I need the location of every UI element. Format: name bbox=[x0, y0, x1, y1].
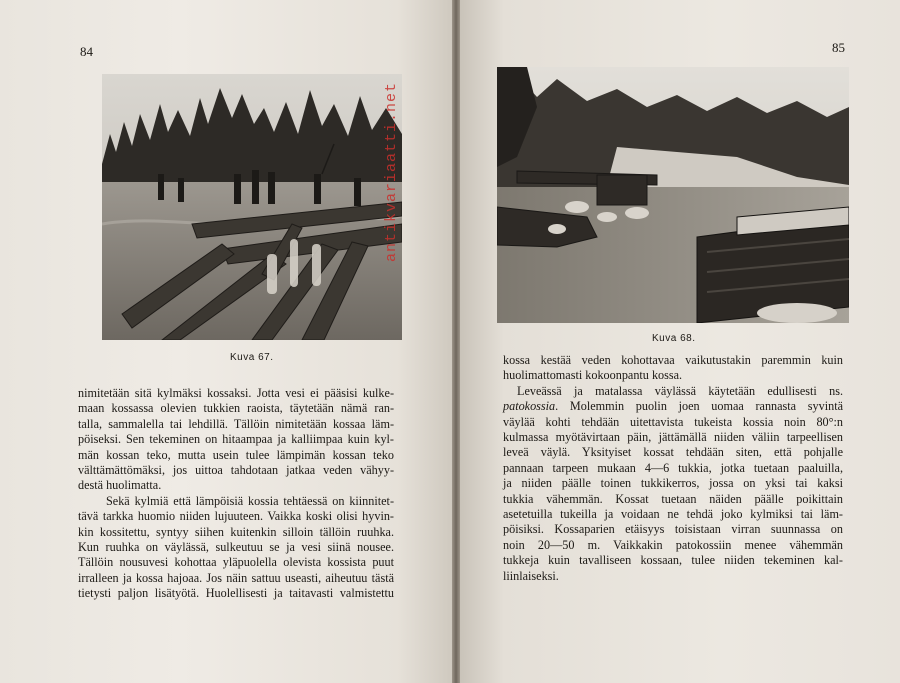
text-line: irralleen ja kossa hajoaa. Jos näin sattuu useasti, aiheutuu tästä bbox=[78, 570, 394, 585]
text-line: patokossia. Molemmin puolin joen uomaa rannasta syvintä bbox=[503, 399, 843, 414]
text-line: noin 20—50 m. Vaikkakin patokossiin menee vähemmän bbox=[503, 537, 843, 552]
text-line: tietysti paljon lisätyötä. Huolellisesti ja taitavasti valmistettu bbox=[78, 586, 394, 601]
text-line: leveä väylä. Yksityiset kossat tehdään siten, että pohjalle bbox=[503, 445, 843, 460]
page-number-right: 85 bbox=[832, 40, 845, 55]
watermark-text: antikvariaatti.net bbox=[383, 81, 400, 262]
text-line: talla, sammalella tai lehdillä. Tällöin nimitetään kossaa läm- bbox=[78, 416, 394, 431]
text-line: Leveässä ja matalassa väylässä käytetään edullisesti ns. bbox=[517, 383, 843, 398]
text-line: tukkeja kuin tavalliseen kossaan, tulee niiden tekeminen kal- bbox=[503, 553, 843, 568]
text-line: nimitetään sitä kylmäksi kossaksi. Jotta vesi ei pääsisi kulke- bbox=[78, 386, 394, 400]
text-line: välttämättömäksi, jos uittoa tahdotaan jatkaa veden vähyy- bbox=[78, 463, 394, 478]
photo-kuva-67 bbox=[102, 74, 402, 340]
right-page-body-text bbox=[503, 353, 843, 584]
text-line: tukkia vähemmän. Kossat tuetaan näiden päälle poikittain bbox=[503, 491, 843, 506]
text-line: Kun ruuhka on väylässä, sulkeutuu se ja vesi siinä nousee. bbox=[78, 540, 394, 555]
text-line: huolimattomasti kokoonpantu kossa. bbox=[503, 368, 683, 383]
text-line: kin kossitettu, syntyy siihen kuitenkin silloin tällöin ruuhka. bbox=[78, 524, 394, 539]
text-line: väylää kohti tehdään uitettavista tukeista kossia noin 80°:n bbox=[503, 414, 843, 429]
photo-kuva-68 bbox=[497, 67, 849, 323]
text-line: asetetuilla tukeilla ja voidaan ne tehdä joko kylmiksi tai läm- bbox=[503, 507, 843, 522]
text-line: Sekä kylmiä että lämpöisiä kossia tehtäessä on kiinnitet- bbox=[106, 493, 394, 508]
text-line: kossa kestää veden kohottavaa vaikutustakin paremmin kuin bbox=[503, 353, 843, 367]
caption-kuva-68: Kuva 68. bbox=[652, 333, 696, 344]
text-line: pannaan tarpeen mukaan 4—6 tukkia, jotka tuetaan paaluilla, bbox=[503, 460, 843, 475]
text-line: destä huolimatta. bbox=[78, 478, 162, 493]
text-line: tävä tarkka huomio niiden lujuuteen. Vaikka koski olisi hyvin- bbox=[78, 509, 394, 524]
text-line: pöiseksi. Sen tekeminen on hitaampaa ja kalliimpaa kuin kyl- bbox=[78, 432, 394, 447]
text-line: kulmassa myötävirtaan päin, jättämällä niiden väliin tarpeellisen bbox=[503, 430, 843, 445]
text-line: pöisiksi. Kossaparien etäisyys toisistaan virran suunnassa on bbox=[503, 522, 843, 537]
text-line: ja niiden päälle toinen tukkikerros, jossa on yksi tai kaksi bbox=[503, 476, 843, 491]
left-page-body-text bbox=[78, 386, 394, 602]
text-line: liinlaiseksi. bbox=[503, 568, 559, 583]
text-line: män kossan teko, mutta usein tulee lämpimän kossan teko bbox=[78, 447, 394, 462]
book-gutter bbox=[452, 0, 460, 683]
text-line: maan kossassa olevien tukkien raoista, täytetään nämä ran- bbox=[78, 401, 394, 416]
caption-kuva-67: Kuva 67. bbox=[230, 352, 274, 363]
page-number-left: 84 bbox=[80, 44, 93, 59]
text-line: Tällöin nousuvesi kohottaa yläpuolella olevista kossista puut bbox=[78, 555, 394, 570]
right-page bbox=[460, 0, 900, 683]
